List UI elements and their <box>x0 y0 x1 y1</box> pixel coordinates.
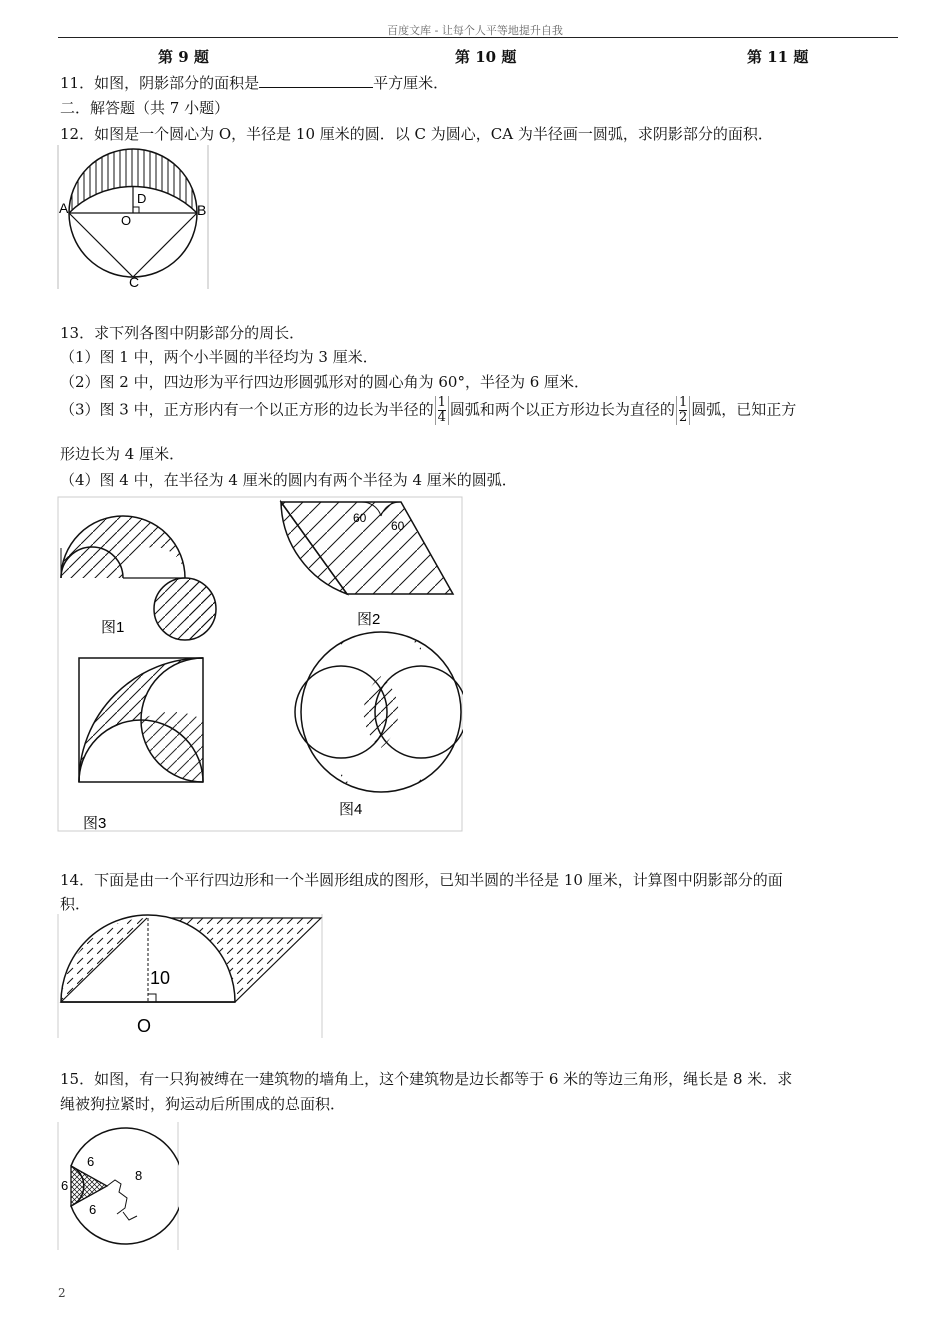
q11-text: 11．如图，阴影部分的面积是 <box>60 74 260 92</box>
radius-label: 10 <box>150 968 171 988</box>
fig4-label: 图4 <box>339 801 363 818</box>
header-rule <box>58 37 898 38</box>
q13-part3-c: 圆弧，已知正方 <box>691 400 797 419</box>
q13-part1: （1）图 1 中，两个小半圆的半径均为 3 厘米． <box>60 348 378 366</box>
q11-line <box>60 72 448 93</box>
page-number: 2 <box>58 1286 66 1300</box>
q11-unit: 平方厘米． <box>373 74 449 92</box>
frac2-den: 2 <box>678 410 688 425</box>
q15-text-1: 15．如图，有一只狗被缚在一建筑物的墙角上，这个建筑物是边长都等于 6 米的等边三角形，绳长是 8 米．求 <box>60 1070 793 1088</box>
page-header: 百度文库 - 让每个人平等地提升自我 <box>387 24 563 37</box>
q13-part3-a: （3）图 3 中，正方形内有一个以正方形的边长为半径的 <box>60 400 434 419</box>
label-d: D <box>137 191 147 206</box>
fraction-half <box>676 396 690 425</box>
q12-figure <box>57 145 209 289</box>
side-top: 6 <box>87 1154 95 1169</box>
q13-part3-cont: 形边长为 4 厘米． <box>60 445 185 463</box>
q14-text-1: 14．下面是由一个平行四边形和一个半圆形组成的图形，已知半圆的半径是 10 厘米，计算图中阴影部分的面 <box>60 871 783 889</box>
fig2-label: 图2 <box>357 611 381 628</box>
answer-blank <box>259 73 373 88</box>
angle1: 60 <box>353 511 367 525</box>
label-a: A <box>59 200 69 216</box>
label-o: O <box>121 213 132 228</box>
fig3-label: 图3 <box>83 815 107 832</box>
q13-part4: （4）图 4 中，在半径为 4 厘米的圆内有两个半径为 4 厘米的圆弧． <box>60 471 517 489</box>
q13-part3-b: 圆弧和两个以正方形边长为直径的 <box>449 400 675 419</box>
fig1-label: 图1 <box>101 619 125 636</box>
frac1-den: 4 <box>437 410 446 425</box>
q13-part3 <box>60 396 796 425</box>
q13-figures <box>57 496 463 832</box>
fig-label-q10: 第 10 题 <box>455 48 517 66</box>
angle2: 60 <box>391 519 405 533</box>
frac1-num: 1 <box>437 395 446 410</box>
q13-title: 13．求下列各图中阴影部分的周长． <box>60 324 305 342</box>
q12-text: 12．如图是一个圆心为 O，半径是 10 厘米的圆．以 C 为圆心，CA 为半径画一圆弧，求阴影部分的面积． <box>60 125 773 143</box>
label-c: C <box>129 274 140 289</box>
side-left: 6 <box>61 1178 69 1193</box>
q14-figure <box>57 914 323 1038</box>
frac2-num: 1 <box>678 395 688 410</box>
fig-label-q11: 第 11 题 <box>747 48 809 66</box>
center-label: O <box>137 1016 152 1036</box>
q15-figure <box>57 1122 179 1250</box>
fraction-quarter <box>435 396 449 425</box>
label-b: B <box>197 202 207 218</box>
q14-text-2: 积． <box>60 895 91 913</box>
side-bottom: 6 <box>89 1202 97 1217</box>
q15-text-2: 绳被狗拉紧时，狗运动后所围成的总面积． <box>60 1095 346 1113</box>
fig-label-q9: 第 9 题 <box>158 48 209 66</box>
q13-part2: （2）图 2 中，四边形为平行四边形圆弧形对的圆心角为 60°，半径为 6 厘米． <box>60 373 590 391</box>
rope-length: 8 <box>135 1168 143 1183</box>
section-title: 二．解答题（共 7 小题） <box>60 99 230 117</box>
